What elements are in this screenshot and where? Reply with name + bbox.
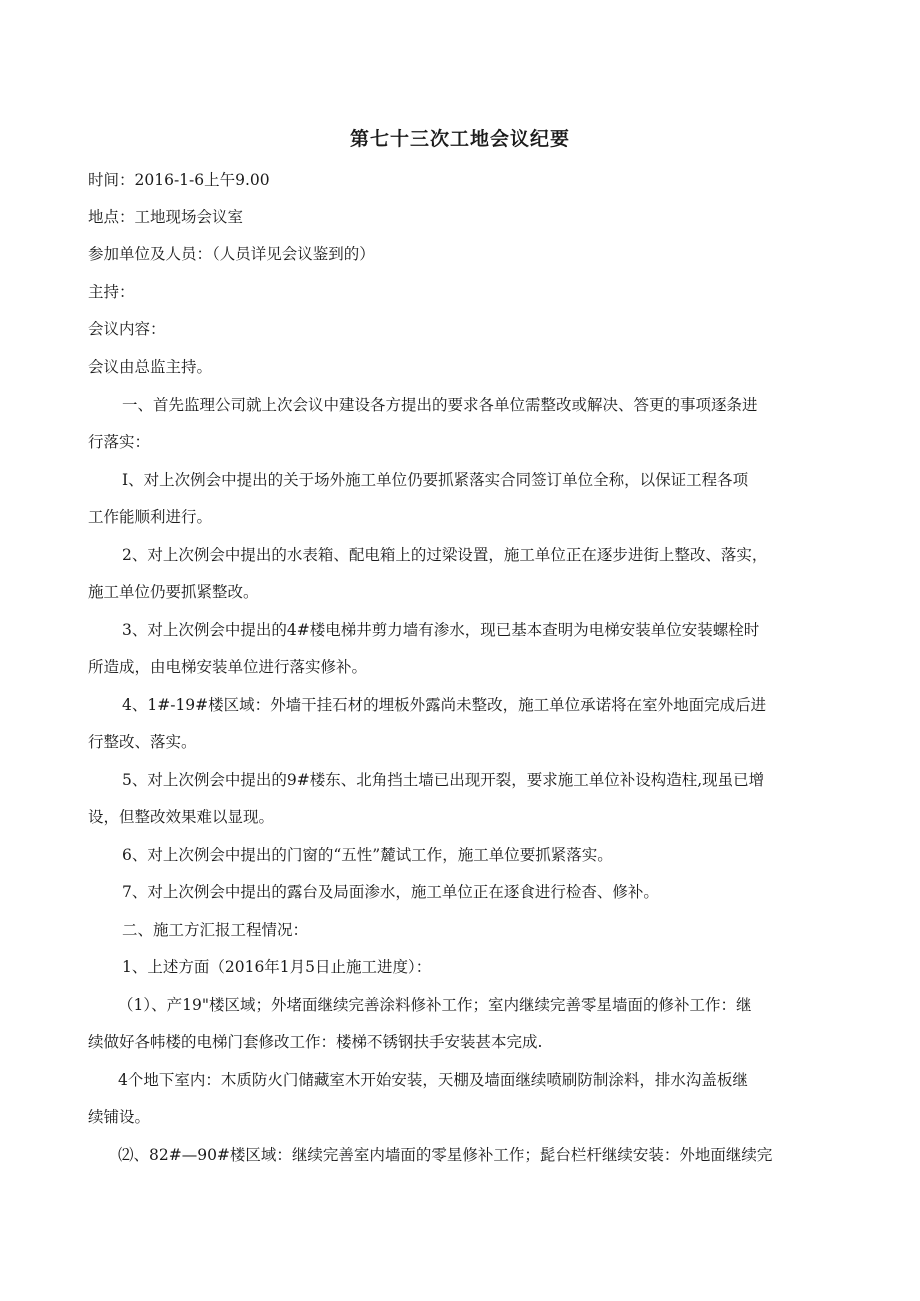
paragraph-line: 所造成，由电梯安装单位进行落实修补。 — [88, 658, 368, 676]
paragraph-line: 行落实： — [88, 433, 151, 451]
meeting-host: 主持： — [88, 283, 135, 301]
meeting-attendees: 参加单位及人员：（人员详见会议鉴到的） — [88, 245, 375, 263]
paragraph-line: 3、对上次例会中提出的4#楼电梯井剪力墙有渗水，现已基本查明为电梯安装单位安装螺栓时 — [122, 621, 760, 639]
paragraph-line: ⑵、82#—90#楼区域：继续完善室内墙面的零星修补工作；髭台栏杆继续安装：外地面继续完 — [118, 1146, 773, 1164]
paragraph-line: 2、对上次例会中提出的水表箱、配电箱上的过梁设置，施工单位正在逐步进街上整改、落实， — [122, 546, 768, 564]
paragraph-line: 5、对上次例会中提出的9#楼东、北角挡土墙已出现开裂，要求施工单位补设构造柱,现虽已增 — [122, 771, 765, 789]
section-heading: 二、施工方汇报工程情况： — [122, 921, 309, 939]
paragraph-line: 1、上述方面（2016年1月5日止施工进度）： — [122, 958, 432, 976]
meeting-content-label: 会议内容： — [88, 320, 166, 338]
paragraph-line: 4个地下室内：木质防火门储藏室木开始安装，天棚及墙面继续喷刷防制涂料，排水沟盖板继 — [118, 1071, 748, 1089]
meeting-time: 时间：2016-1-6上午9.00 — [88, 171, 270, 189]
paragraph-line: 6、对上次例会中提出的门窗的“五性”麓试工作，施工单位要抓紧落实。 — [122, 846, 613, 864]
paragraph-line: 施工单位仍要抓紧整改。 — [88, 583, 259, 601]
paragraph-line: 7、对上次例会中提出的露台及局面渗水，施工单位正在逐食进行检杳、修补。 — [122, 883, 659, 901]
paragraph-line: 4、1#-19#楼区域：外墙干挂石材的埋板外露尚未整改，施工单位承诺将在室外地面完成后进 — [122, 696, 767, 714]
paragraph-line: 会议由总监主持。 — [88, 358, 213, 376]
document-title: 第七十三次工地会议纪要 — [349, 128, 570, 150]
paragraph-line: 续做好各帏楼的电梯门套修改工作：楼梯不锈钢扶手安装甚本完成. — [88, 1033, 543, 1051]
paragraph-line: （1）、产19"楼区域；外堵面继续完善涂料修补工作；室内继续完善零星墙面的修补工作：继 — [118, 996, 752, 1014]
paragraph-line: 续铺设。 — [88, 1108, 151, 1126]
meeting-location: 地点：工地现场会议室 — [88, 208, 244, 226]
paragraph-line: 工作能顺利进行。 — [88, 508, 213, 526]
paragraph-line: 一、首先监理公司就上次会议中建设各方提出的要求各单位需整改或解决、答更的事项逐条进 — [122, 396, 758, 414]
paragraph-line: I、对上次例会中提出的关于场外施工单位仍要抓紧落实合同签订单位全称，以保证工程各项 — [122, 471, 749, 489]
paragraph-line: 设，但整改效果难以显现。 — [88, 808, 275, 826]
paragraph-line: 行整改、落实。 — [88, 733, 197, 751]
